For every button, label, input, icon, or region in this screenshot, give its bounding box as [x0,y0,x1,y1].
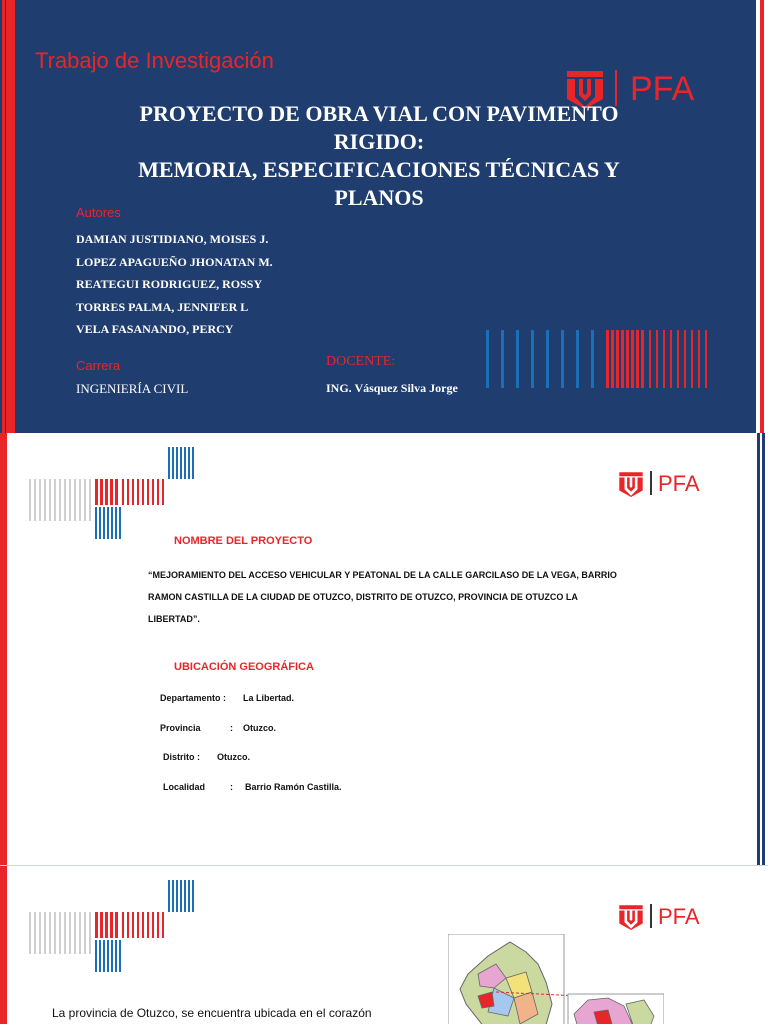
slide-edge-stripe [757,433,760,865]
logo-divider [650,471,652,495]
author-name: TORRES PALMA, JENNIFER L [76,299,249,314]
pfa-logo-icon [618,470,644,498]
author-name: REATEGUI RODRIGUEZ, ROSSY [76,277,263,291]
authors-list [76,228,273,341]
project-name-line: “MEJORAMIENTO DEL ACCESO VEHICULAR Y PEATONAL DE LA CALLE GARCILASO DE LA VEGA, BARRIO [148,570,617,580]
teacher-label: DOCENTE: [326,354,396,369]
location-label: Provincia [160,723,201,733]
career-value: INGENIERÍA CIVIL [76,381,189,396]
slide-edge-stripe [762,433,765,865]
career-label: Carrera [76,358,121,373]
cover-title [80,100,678,212]
location-value: Barrio Ramón Castilla. [245,782,342,792]
cover-kicker: Trabajo de Investigación [35,48,274,73]
slide-location-map [7,866,755,1024]
slide-edge-stripe [0,866,7,1024]
slide-edge-stripe [760,0,764,433]
logo-text: PFA [658,471,700,496]
location-sep: : [230,782,233,792]
logo-divider [650,904,652,928]
slide-project-info [7,433,755,865]
location-description: La provincia de Otuzco, se encuentra ubicada en el corazón [52,1006,372,1020]
decor-stripes [29,880,199,974]
location-sep: : [230,723,233,733]
location-value: La Libertad. [243,693,295,703]
slide-edge-stripe [0,433,7,865]
project-heading: NOMBRE DEL PROYECTO [174,535,313,547]
author-name: DAMIAN JUSTIDIANO, MOISES J. [76,232,269,246]
location-value: Otuzco. [243,723,276,733]
location-label: Departamento : [160,693,227,703]
decor-stripes [484,330,710,390]
teacher-value: ING. Vásquez Silva Jorge [326,381,458,395]
authors-label: Autores [76,205,121,220]
logo-text: PFA [658,904,700,929]
project-name [148,564,622,630]
cover-title-line: PROYECTO DE OBRA VIAL CON PAVIMENTO [139,101,619,126]
pfa-logo-icon [618,903,644,931]
peru-map-image [448,934,664,1024]
slide-edge-stripe [2,0,5,433]
project-name-line: RAMON CASTILLA DE LA CIUDAD DE OTUZCO, DISTRITO DE OTUZCO, PROVINCIA DE OTUZCO LA [148,592,578,602]
author-name: VELA FASANANDO, PERCY [76,322,234,336]
slide-cover [0,0,768,433]
cover-title-line: PLANOS [334,185,424,210]
location-heading: UBICACIÓN GEOGRÁFICA [174,661,314,673]
logo-text: PFA [630,70,695,108]
cover-title-line: MEMORIA, ESPECIFICACIONES TÉCNICAS Y [138,157,620,182]
location-label: Distrito : [163,752,200,762]
author-name: LOPEZ APAGUEÑO JHONATAN M. [76,254,273,269]
location-value: Otuzco. [217,752,250,762]
project-name-line: LIBERTAD”. [148,614,200,624]
location-label: Localidad [163,782,206,792]
slide-edge-stripe [6,0,15,433]
decor-stripes [29,447,199,541]
cover-title-line: RIGIDO: [333,129,425,154]
